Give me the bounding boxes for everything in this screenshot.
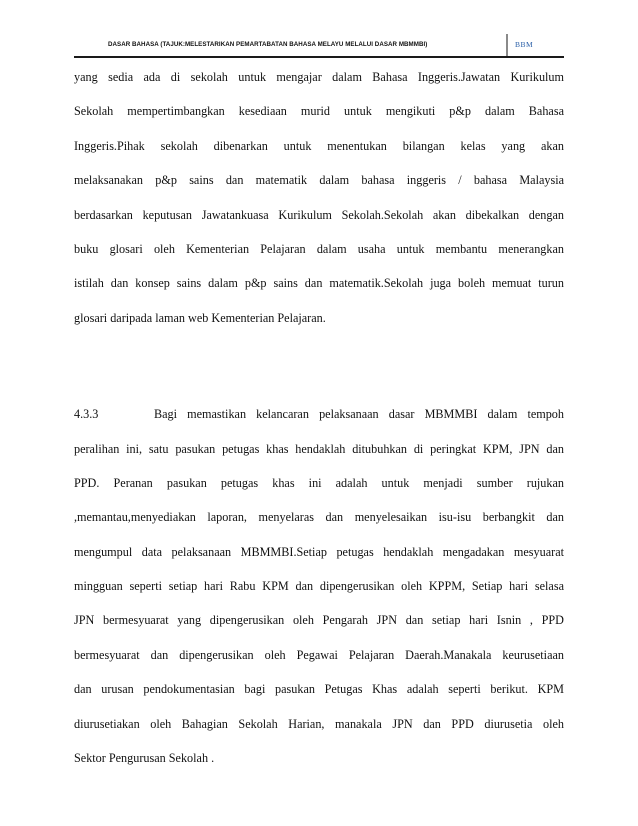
paragraph-gap	[74, 344, 564, 406]
header-title: DASAR BAHASA (TAJUK:MELESTARIKAN PEMARTABATAN BAHASA MELAYU MELALUI DASAR MBMMBI)	[108, 41, 428, 48]
text-line: melaksanakan p&p sains dan matematik dalam bahasa inggeris / bahasa Malaysia	[74, 173, 564, 188]
numbered-line	[74, 406, 564, 440]
text-line: bermesyuarat dan dipengerusikan oleh Pegawai Pelajaran Daerah.Manakala keurusetiaan	[74, 647, 564, 662]
text-line: yang sedia ada di sekolah untuk mengajar dalam Bahasa Inggeris.Jawatan Kurikulum	[74, 70, 564, 84]
text-line: peralihan ini, satu pasukan petugas khas hendaklah ditubuhkan di peringkat KPM, JPN dan	[74, 441, 564, 456]
text-line: ,memantau,menyediakan laporan, menyelaras dan menyelesaikan isu-isu berbangkit dan	[74, 510, 564, 525]
text-line: diurusetiakan oleh Bahagian Sekolah Harian, manakala JPN dan PPD diurusetia oleh	[74, 716, 564, 731]
text-line: JPN bermesyuarat yang dipengerusikan oleh Pengarah JPN dan setiap hari Isnin , PPD	[74, 613, 564, 628]
text-line: Bagi memastikan kelancaran pelaksanaan dasar MBMMBI dalam tempoh	[154, 407, 564, 422]
text-line: berdasarkan keputusan Jawatankuasa Kurikulum Sekolah.Sekolah akan dibekalkan dengan	[74, 207, 564, 222]
text-line: mengumpul data pelaksanaan MBMMBI.Setiap petugas hendaklah mengadakan mesyuarat	[74, 544, 564, 559]
paragraph-2	[74, 406, 564, 784]
text-line: glosari daripada laman web Kementerian Pelajaran.	[74, 310, 326, 325]
page-header	[74, 34, 564, 56]
document-body	[74, 69, 564, 784]
text-line: dan urusan pendokumentasian bagi pasukan Petugas Khas adalah seperti berikut. KPM	[74, 682, 564, 697]
text-line: mingguan seperti setiap hari Rabu KPM dan dipengerusikan oleh KPPM, Setiap hari selasa	[74, 579, 564, 594]
text-line: Sekolah mempertimbangkan kesediaan murid untuk mengikuti p&p dalam Bahasa	[74, 104, 564, 119]
text-line: PPD. Peranan pasukan petugas khas ini adalah untuk menjadi sumber rujukan	[74, 475, 564, 490]
text-line: Inggeris.Pihak sekolah dibenarkan untuk menentukan bilangan kelas yang akan	[74, 138, 564, 153]
header-code: BBM	[515, 40, 534, 49]
paragraph-1	[74, 69, 564, 344]
header-rule	[74, 56, 564, 58]
section-number: 4.3.3	[74, 407, 99, 422]
header-divider	[506, 34, 508, 56]
text-line: istilah dan konsep sains dalam p&p sains dan matematik.Sekolah juga boleh memuat turun	[74, 276, 564, 291]
text-line: buku glosari oleh Kementerian Pelajaran dalam usaha untuk membantu menerangkan	[74, 241, 564, 256]
text-line: Sektor Pengurusan Sekolah .	[74, 751, 215, 766]
